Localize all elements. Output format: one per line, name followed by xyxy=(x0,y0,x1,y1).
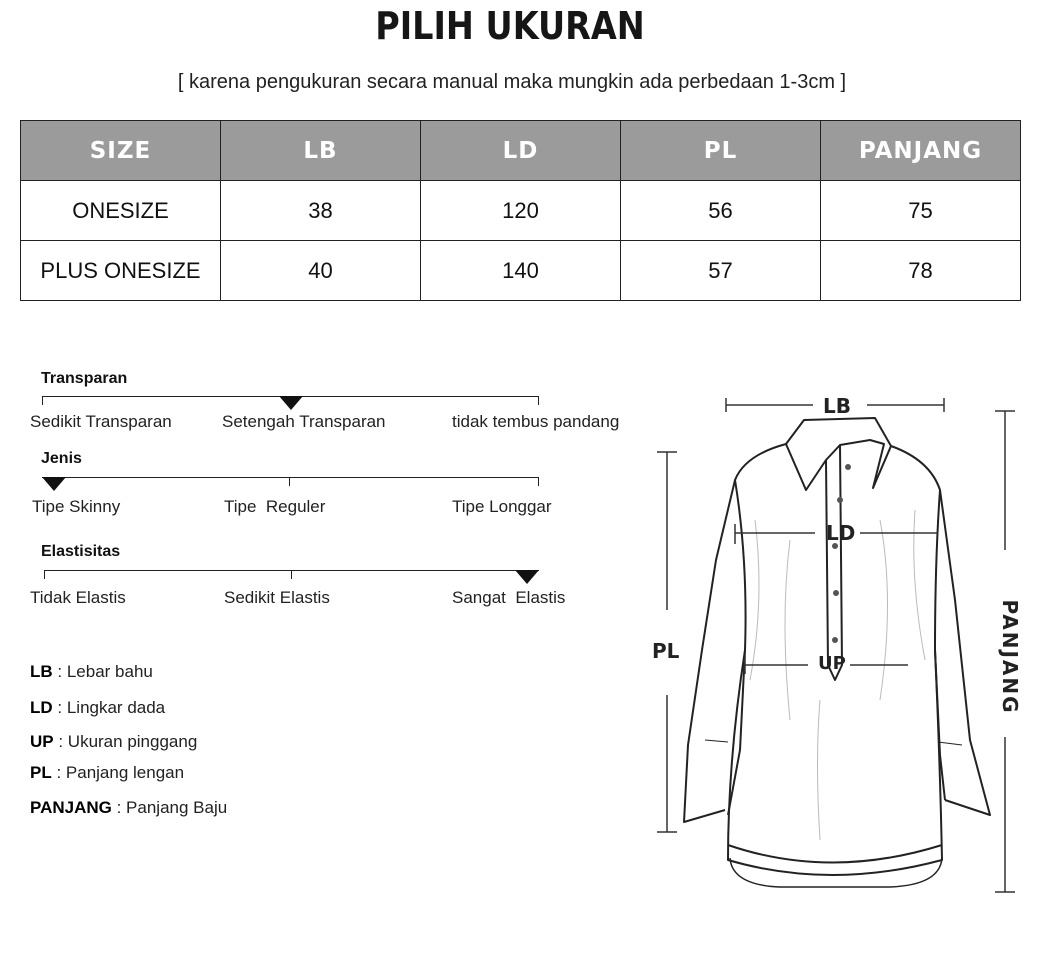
cell: 140 xyxy=(421,241,621,301)
dimension-lines xyxy=(657,398,1015,892)
cell: 78 xyxy=(821,241,1021,301)
scale-title-elastisitas: Elastisitas xyxy=(41,543,121,560)
legend-abbr: LB xyxy=(30,662,53,681)
scale-title-transparan: Transparan xyxy=(41,370,128,387)
cell: ONESIZE xyxy=(21,181,221,241)
legend-desc: : Ukuran pinggang xyxy=(53,732,198,751)
scale-label: Sedikit Elastis xyxy=(224,588,330,607)
legend-abbr: UP xyxy=(30,732,54,751)
page-title: PILIH UKURAN xyxy=(375,4,645,48)
legend-abbr: PL xyxy=(30,763,52,782)
cell: 38 xyxy=(221,181,421,241)
scale-label: Sangat Elastis xyxy=(452,588,566,607)
legend-desc: : Lebar bahu xyxy=(52,662,153,681)
scale-label: Tipe Longgar xyxy=(452,497,552,516)
scale-label: Tidak Elastis xyxy=(30,588,126,607)
scale-label: Sedikit Transparan xyxy=(30,412,172,431)
legend-desc: : Lingkar dada xyxy=(52,698,166,717)
cell: 40 xyxy=(221,241,421,301)
scale-label: tidak tembus pandang xyxy=(452,412,620,431)
cell: 57 xyxy=(621,241,821,301)
cell: 120 xyxy=(421,181,621,241)
dim-label-up: UP xyxy=(818,653,846,674)
measurement-note: [ karena pengukuran secara manual maka mungkin ada perbedaan 1-3cm ] xyxy=(177,71,847,93)
legend-desc: : Panjang Baju xyxy=(111,798,228,817)
header-panjang: PANJANG xyxy=(821,121,1021,181)
scale-title-jenis: Jenis xyxy=(41,450,82,467)
header-size: SIZE xyxy=(21,121,221,181)
legend-abbr: PANJANG xyxy=(30,798,112,817)
legend-abbr: LD xyxy=(30,698,53,717)
cell: 75 xyxy=(821,181,1021,241)
scale-label: Tipe Reguler xyxy=(224,497,326,516)
scale-label: Tipe Skinny xyxy=(32,497,121,516)
dim-label-lb: LB xyxy=(823,394,851,418)
dim-label-pl: PL xyxy=(652,639,680,663)
header-pl: PL xyxy=(621,121,821,181)
cell: PLUS ONESIZE xyxy=(21,241,221,301)
header-ld: LD xyxy=(421,121,621,181)
dim-label-ld: LD xyxy=(826,521,856,545)
dim-label-panjang: PANJANG xyxy=(998,599,1022,715)
cell: 56 xyxy=(621,181,821,241)
scale-label: Setengah Transparan xyxy=(222,412,386,431)
header-lb: LB xyxy=(221,121,421,181)
legend-desc: : Panjang lengan xyxy=(51,763,185,782)
